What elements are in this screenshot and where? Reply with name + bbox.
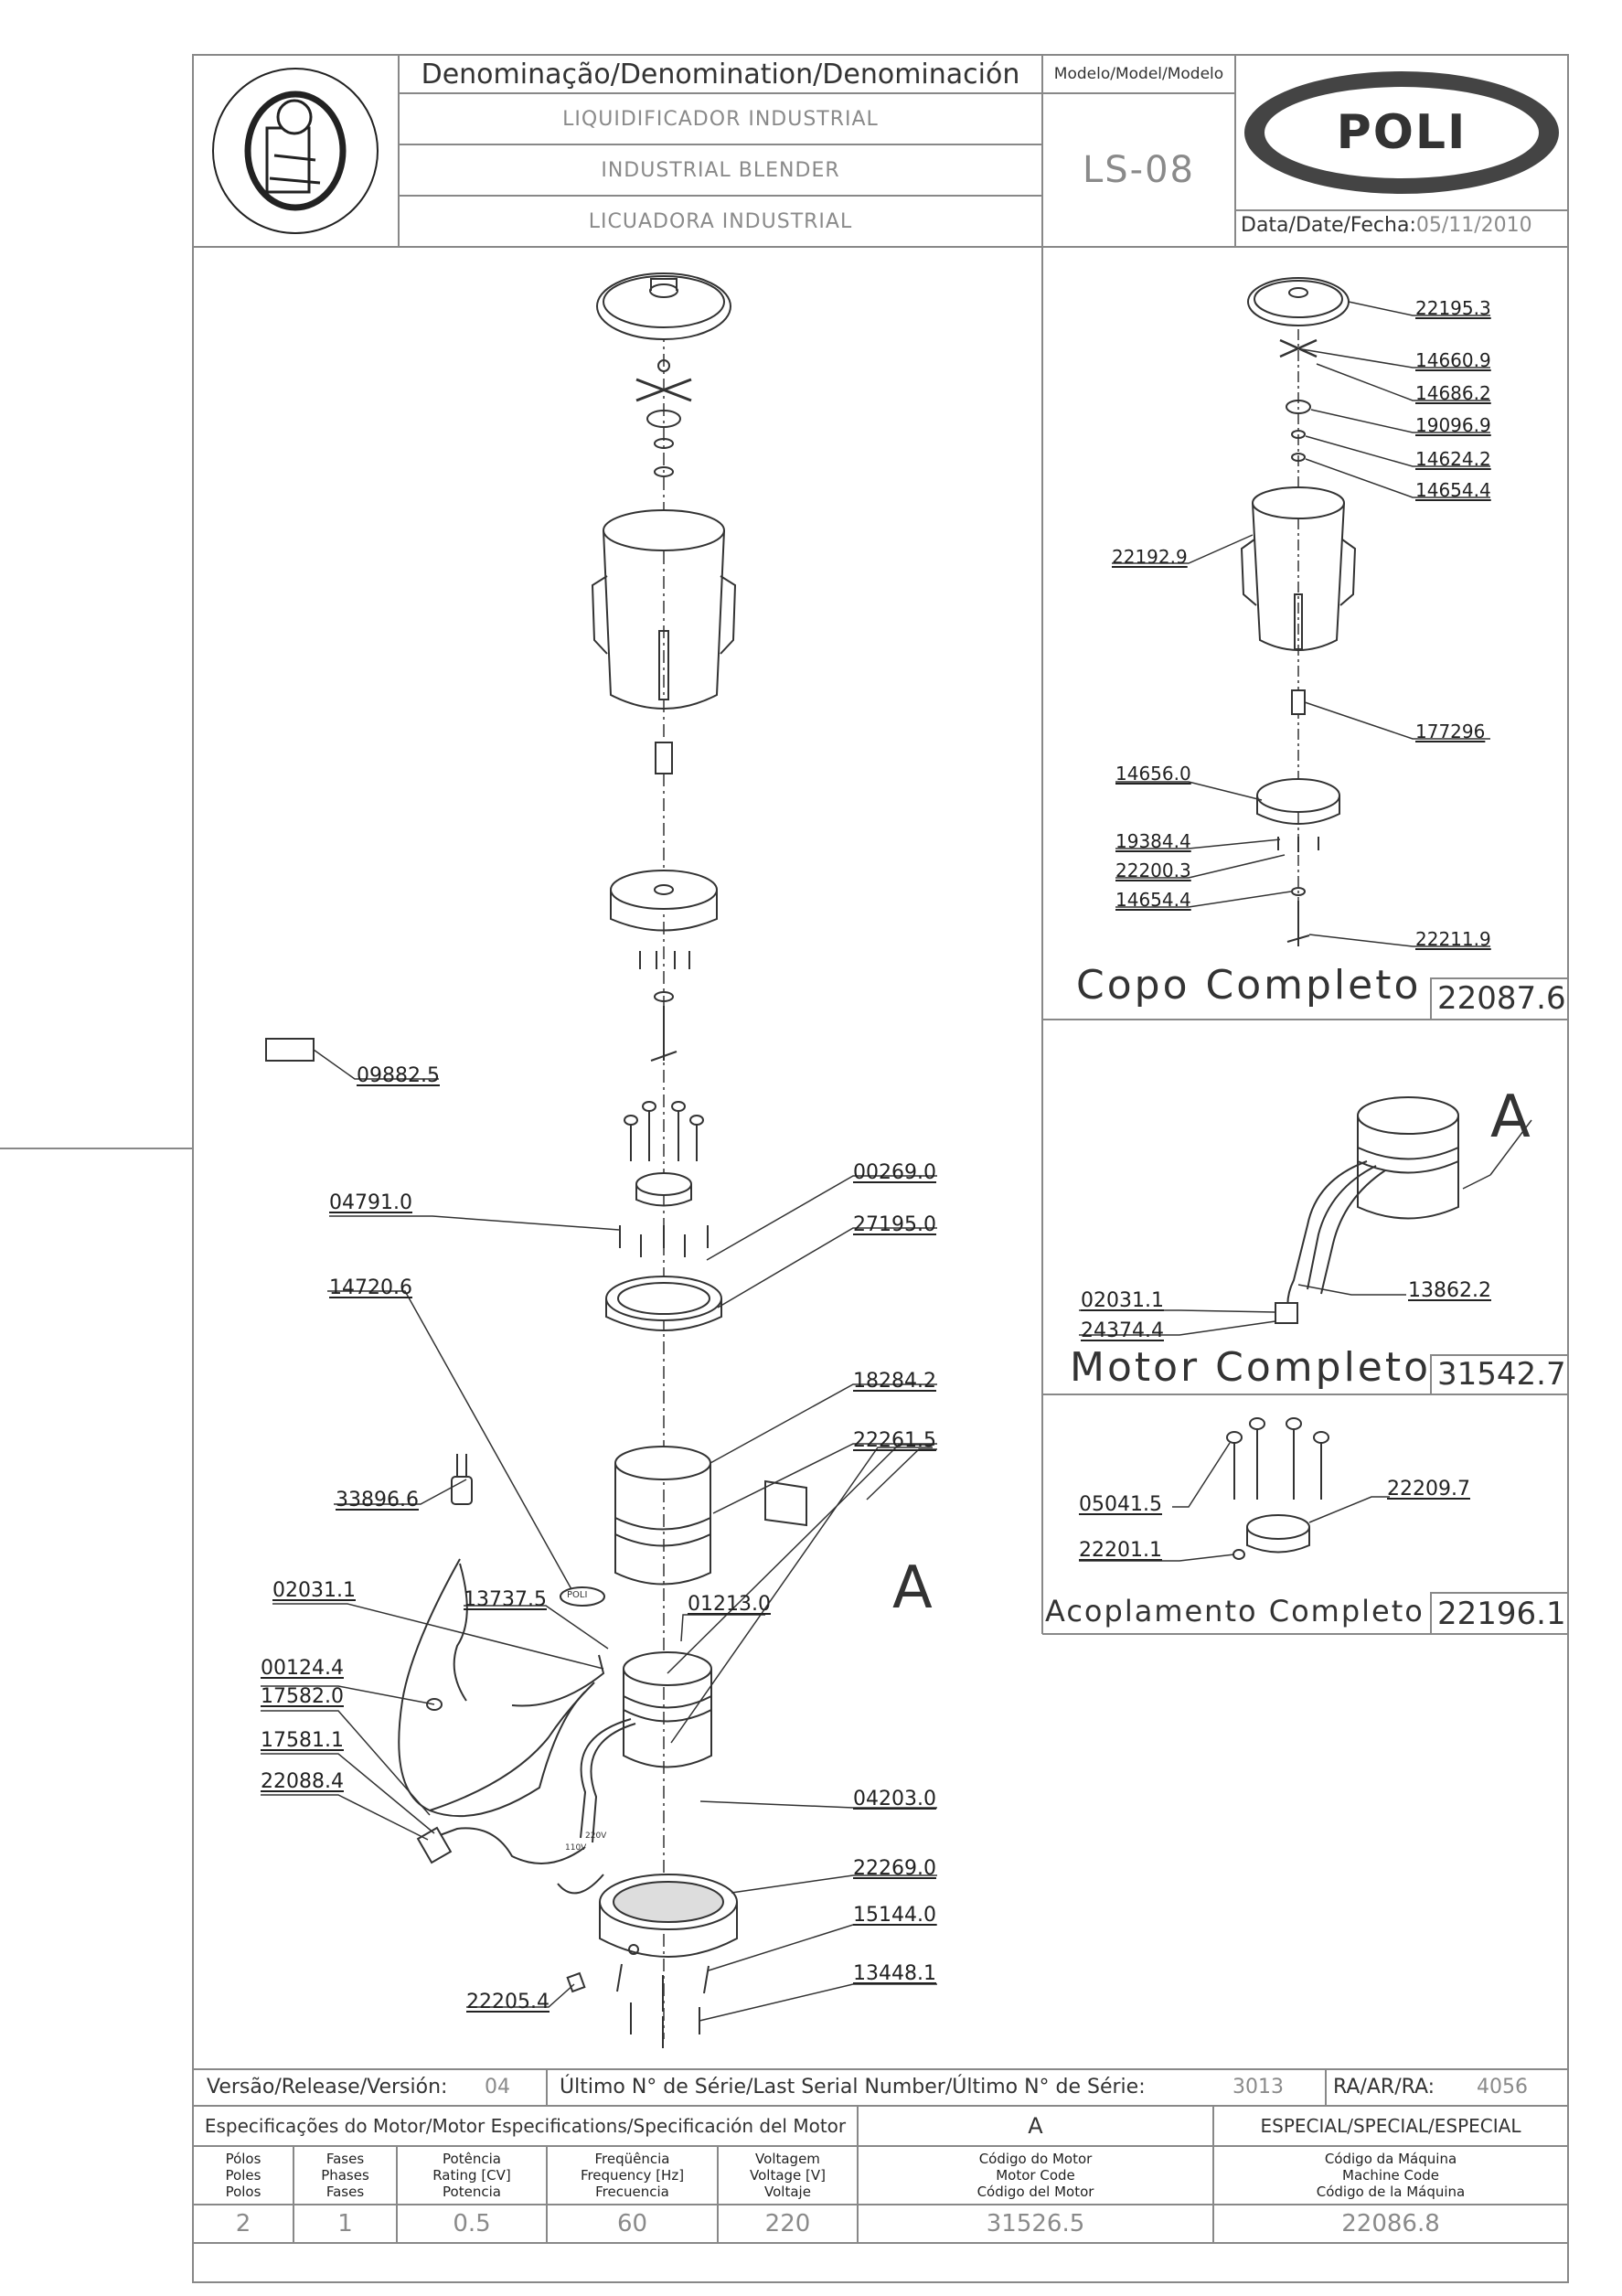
ra-label: RA/AR/RA: [1333, 2076, 1435, 2098]
product-name-pt: LIQUIDIFICADOR INDUSTRIAL [562, 107, 879, 131]
spec-header-poles: Pólos Poles Polos [225, 2151, 261, 2200]
badge-text: POLI [567, 1590, 588, 1600]
acoplamento-code: 22196.1 [1437, 1596, 1566, 1632]
copo-part-label: 22195.3 [1415, 297, 1491, 319]
motor-callout-a: A [1490, 1084, 1531, 1151]
product-name-es: LICUADORA INDUSTRIAL [588, 209, 853, 233]
part-label: 00269.0 [853, 1161, 936, 1184]
product-name-en: INDUSTRIAL BLENDER [601, 158, 840, 182]
spec-value-motor-code: 31526.5 [986, 2210, 1085, 2237]
spec-value-voltage: 220 [764, 2210, 811, 2237]
part-label: 00124.4 [261, 1657, 344, 1680]
part-label: 13737.5 [464, 1588, 547, 1611]
motor-title: Motor Completo [1070, 1344, 1432, 1391]
copo-part-label: 14656.0 [1115, 763, 1191, 785]
motor-spec-label: Especificações do Motor/Motor Especifications/Specificación del Motor [204, 2115, 847, 2137]
part-label: 04203.0 [853, 1788, 936, 1810]
copo-code: 22087.6 [1437, 980, 1566, 1017]
part-label: 33896.6 [336, 1489, 419, 1511]
spec-value-frequency: 60 [616, 2210, 648, 2237]
spec-value-poles: 2 [235, 2210, 251, 2237]
version-value: 04 [485, 2076, 510, 2098]
voltage-label-110: 110V [565, 1843, 587, 1853]
copo-part-label: 22192.9 [1112, 546, 1188, 568]
part-label: 22269.0 [853, 1857, 936, 1880]
spec-header-frequency: Freqüência Frequency [Hz] Frecuencia [580, 2151, 685, 2200]
copo-part-label: 177296 [1415, 721, 1486, 742]
copo-part-label: 14654.4 [1415, 479, 1491, 501]
acoplamento-part-label: 22209.7 [1387, 1478, 1470, 1500]
copo-part-label: 22211.9 [1415, 928, 1491, 950]
copo-part-label: 19096.9 [1415, 414, 1491, 436]
motor-code: 31542.7 [1437, 1356, 1566, 1393]
seal-logo [213, 69, 378, 233]
spec-value-machine-code: 22086.8 [1341, 2210, 1440, 2237]
callout-a: A [892, 1554, 933, 1622]
denomination-label: Denominação/Denomination/Denominación [421, 58, 1020, 91]
spec-header-phases: Fases Phases Fases [321, 2151, 369, 2200]
part-label: 15144.0 [853, 1904, 936, 1927]
spec-value-phases: 1 [337, 2210, 353, 2237]
part-label: 14720.6 [329, 1276, 412, 1299]
part-label: 17581.1 [261, 1729, 344, 1752]
motor-part-label: 13862.2 [1408, 1279, 1491, 1302]
copo-part-label: 14660.9 [1415, 349, 1491, 371]
spec-value-rating: 0.5 [453, 2210, 491, 2237]
copo-part-label: 22200.3 [1115, 860, 1191, 881]
brand-wordmark: POLI [1336, 105, 1467, 160]
acoplamento-part-label: 05041.5 [1079, 1493, 1162, 1516]
motor-part-label: 02031.1 [1081, 1289, 1164, 1312]
copo-part-label: 19384.4 [1115, 830, 1191, 852]
part-label: 01213.0 [688, 1593, 771, 1616]
spec-header-machine-code: Código da Máquina Machine Code Código de la Máquina [1316, 2151, 1466, 2200]
serial-value: 3013 [1233, 2076, 1284, 2098]
part-label: 27195.0 [853, 1213, 936, 1236]
spec-header-rating: Potência Rating [CV] Potencia [432, 2151, 511, 2200]
motor-spec-type: A [1028, 2113, 1043, 2139]
part-label: 02031.1 [272, 1579, 356, 1602]
spec-header-voltage: Voltagem Voltage [V] Voltaje [750, 2151, 826, 2200]
model-value: LS-08 [1082, 149, 1195, 191]
copo-part-label: 14686.2 [1415, 382, 1491, 404]
acoplamento-part-label: 22201.1 [1079, 1539, 1162, 1562]
copo-part-label: 14624.2 [1415, 448, 1491, 470]
date-label-text: Data/Date/Fecha: [1241, 214, 1416, 237]
motor-part-label: 24374.4 [1081, 1319, 1164, 1342]
part-label: 09882.5 [357, 1064, 440, 1087]
part-label: 04791.0 [329, 1191, 412, 1214]
date-label [1241, 214, 1532, 237]
part-label: 22088.4 [261, 1770, 344, 1793]
part-label: 22261.5 [853, 1429, 936, 1452]
acoplamento-title: Acoplamento Completo [1045, 1594, 1425, 1629]
part-label: 22205.4 [466, 1991, 550, 2013]
spec-header-motor-code: Código do Motor Motor Code Código del Motor [976, 2151, 1094, 2200]
ra-value: 4056 [1477, 2076, 1528, 2098]
special-label: ESPECIAL/SPECIAL/ESPECIAL [1260, 2115, 1521, 2137]
copo-part-label: 14654.4 [1115, 889, 1191, 911]
date-value: 05/11/2010 [1415, 214, 1532, 237]
serial-label: Último N° de Série/Last Serial Number/Último N° de Série: [560, 2076, 1146, 2098]
part-label: 17582.0 [261, 1685, 344, 1708]
part-label: 13448.1 [853, 1962, 936, 1985]
version-label: Versão/Release/Versión: [207, 2076, 448, 2098]
copo-title: Copo Completo [1076, 962, 1422, 1009]
model-label: Modelo/Model/Modelo [1053, 65, 1224, 83]
part-label: 18284.2 [853, 1370, 936, 1393]
voltage-label-220: 220V [585, 1831, 607, 1841]
